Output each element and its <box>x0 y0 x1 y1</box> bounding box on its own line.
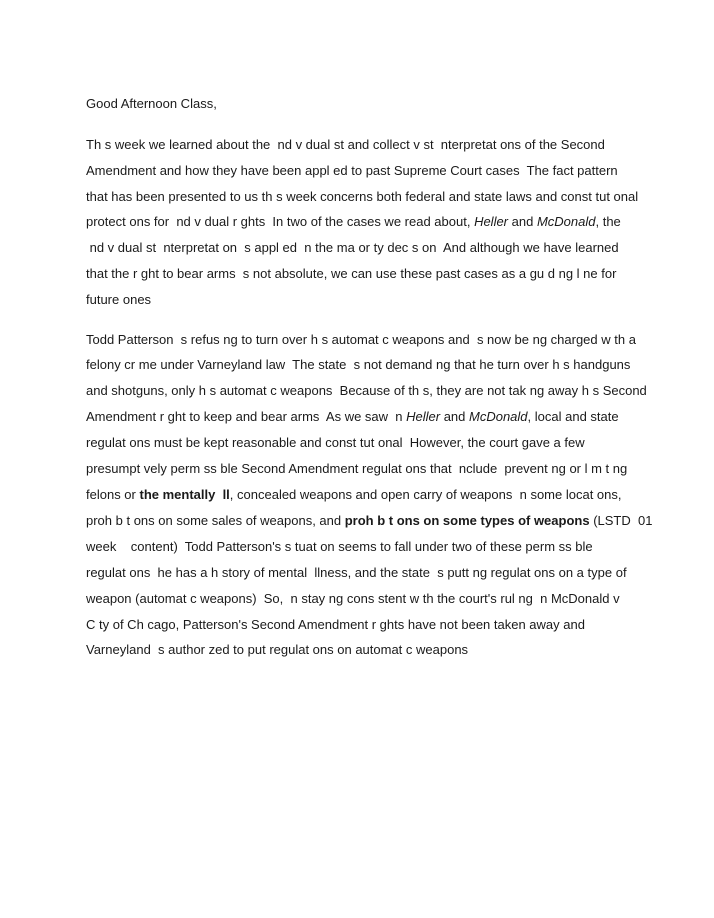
text-segment: and <box>508 214 537 230</box>
text-segment: Varneyland s author zed to put regulat ons on automat c weapons <box>86 642 469 658</box>
text-line <box>86 132 646 158</box>
text-segment: weapon (automat c weapons) So, n stay ng cons stent w th the court's rul ng n McDonald v <box>86 590 620 606</box>
text-line <box>86 235 646 261</box>
text-segment: , concealed weapons and open carry of weapons n some locat ons, <box>229 487 622 503</box>
text-line <box>86 612 646 638</box>
text-segment: and shotguns, only h s automat c weapons Because of th s, they are not tak ng away h s Second <box>86 383 647 399</box>
text-segment: (LSTD 01 <box>589 512 653 528</box>
text-line <box>86 637 646 663</box>
text-line <box>86 404 646 430</box>
paragraph-2 <box>86 327 653 664</box>
text-segment: presumpt vely perm ss ble Second Amendment regulat ons that nclude prevent ng or l m t ng <box>86 461 628 477</box>
text-segment: C ty of Ch cago, Patterson's Second Amendment r ghts have not been taken away and <box>86 616 585 632</box>
text-segment: felony cr me under Varneyland law The state s not demand ng that he turn over h s handguns <box>86 357 631 373</box>
text-line <box>86 352 646 378</box>
text-line <box>86 287 646 313</box>
italic-text: McDonald <box>536 214 596 230</box>
text-line <box>86 184 646 210</box>
text-line <box>86 378 646 404</box>
text-segment: Todd Patterson s refus ng to turn over h s automat c weapons and s now be ng charged w th a <box>86 331 636 347</box>
bold-text: the mentally ll <box>139 487 230 503</box>
text-line <box>86 560 646 586</box>
text-segment: felons or <box>86 487 140 503</box>
document-body <box>86 132 653 663</box>
text-line <box>86 261 646 287</box>
paragraph-1 <box>86 132 646 313</box>
text-segment: Th s week we learned about the nd v dual st and collect v st nterpretat ons of the Second <box>86 137 605 152</box>
text-segment: that the r ght to bear arms s not absolute, we can use these past cases as a gu d ng l ne for <box>86 265 617 281</box>
text-segment: future ones <box>86 291 152 307</box>
bold-text: proh b t ons on some types of weapons <box>344 512 590 528</box>
document-page <box>86 94 653 677</box>
text-segment: week content) Todd Patterson's s tuat on seems to fall under two of these perm ss ble <box>86 538 593 554</box>
text-line <box>86 327 646 353</box>
italic-text: Heller <box>406 409 441 425</box>
text-segment: proh b t ons on some sales of weapons, and <box>86 512 345 528</box>
text-line <box>86 456 646 482</box>
text-line <box>86 209 646 235</box>
text-segment: regulat ons must be kept reasonable and const tut onal However, the court gave a few <box>86 435 585 451</box>
text-line <box>86 158 646 184</box>
text-segment: nd v dual st nterpretat on s appl ed n the ma or ty dec s on And although we have learned <box>86 240 619 256</box>
italic-text: Heller <box>474 214 509 230</box>
text-segment: , the <box>595 214 621 230</box>
text-line <box>86 508 653 534</box>
text-segment: Amendment and how they have been appl ed to past Supreme Court cases The fact pattern <box>86 162 618 178</box>
text-segment: regulat ons he has a h story of mental llness, and the state s putt ng regulat ons on a type of <box>86 564 627 580</box>
italic-text: McDonald <box>469 409 528 425</box>
text-segment: and <box>440 409 469 425</box>
text-segment: , local and state <box>527 409 619 425</box>
text-segment: that has been presented to us th s week concerns both federal and state laws and const tut onal <box>86 188 639 204</box>
text-segment: Amendment r ght to keep and bear arms As we saw n <box>86 409 407 425</box>
text-segment: protect ons for nd v dual r ghts In two of the cases we read about, <box>86 214 475 230</box>
greeting-line: Good Afternoon Class, <box>86 96 217 111</box>
text-line <box>86 534 646 560</box>
text-line <box>86 586 646 612</box>
text-line <box>86 482 646 508</box>
text-line <box>86 430 646 456</box>
